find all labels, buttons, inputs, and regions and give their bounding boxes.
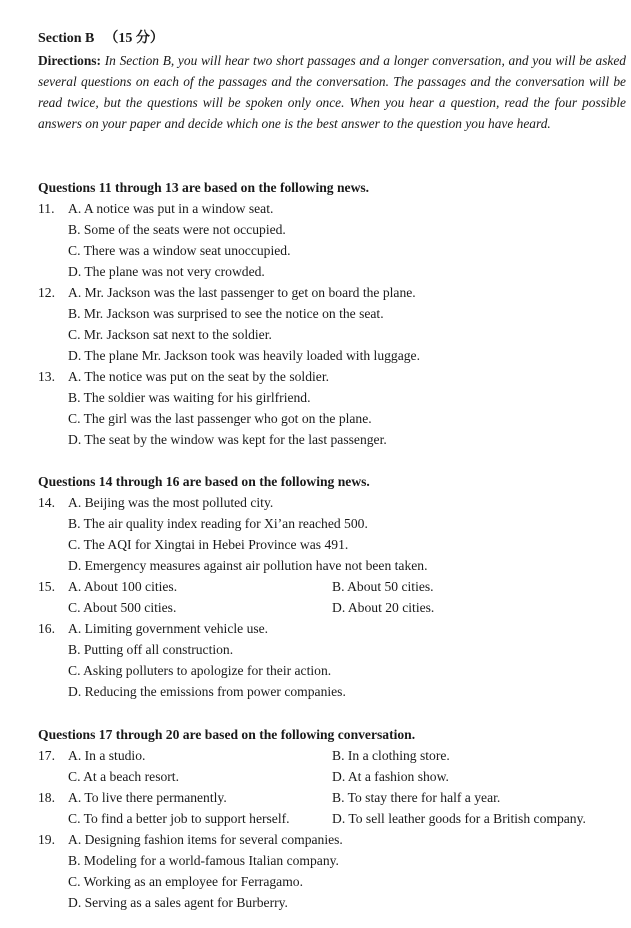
group-heading: Questions 11 through 13 are based on the following news.	[38, 180, 370, 195]
section-name: Section B	[38, 31, 95, 46]
option-d: D. The plane Mr. Jackson took was heavily loaded with luggage.	[68, 348, 420, 363]
option-b: B. The soldier was waiting for his girlfriend.	[68, 390, 311, 405]
option-b: B. Putting off all construction.	[68, 642, 234, 657]
option-d: D. To sell leather goods for a British company.	[332, 811, 586, 826]
option-c: C. At a beach resort.	[68, 769, 179, 784]
directions-text: In Section B, you will hear two short passages and a longer conversation, and you will be asked several questions on each of the passages and the conversation. The passages and the conversation will be read twice, but the questions will be spoken only once. When you hear a question, read the four possible answers on your paper and decide which one is the best answer to the question you have heard.	[38, 53, 626, 131]
option-c: C. Asking polluters to apologize for their action.	[68, 663, 332, 678]
option-c: C. There was a window seat unoccupied.	[68, 243, 291, 258]
section-title	[38, 29, 164, 49]
option-b: B. About 50 cities.	[332, 579, 434, 594]
option-d: D. About 20 cities.	[332, 600, 435, 615]
option-a: A. A notice was put in a window seat.	[68, 201, 274, 216]
option-d: D. The plane was not very crowded.	[68, 264, 265, 279]
option-d: D. Reducing the emissions from power companies.	[68, 684, 346, 699]
question-number: 12.	[38, 285, 55, 300]
question-number: 18.	[38, 790, 55, 805]
option-c: C. To find a better job to support herself.	[68, 811, 290, 826]
directions-label: Directions:	[38, 53, 101, 68]
option-a: A. Designing fashion items for several companies.	[68, 832, 343, 847]
question-number: 13.	[38, 369, 55, 384]
group-heading: Questions 17 through 20 are based on the following conversation.	[38, 727, 416, 742]
option-d: D. The seat by the window was kept for the last passenger.	[68, 432, 387, 447]
question-number: 15.	[38, 579, 55, 594]
option-b: B. In a clothing store.	[332, 748, 450, 763]
question-number: 11.	[38, 201, 55, 216]
option-a: A. Mr. Jackson was the last passenger to get on board the plane.	[68, 285, 416, 300]
option-b: B. Modeling for a world-famous Italian company.	[68, 853, 339, 868]
option-a: A. Beijing was the most polluted city.	[68, 495, 274, 510]
option-b: B. Mr. Jackson was surprised to see the notice on the seat.	[68, 306, 384, 321]
option-a: A. About 100 cities.	[68, 579, 178, 594]
question-number: 17.	[38, 748, 55, 763]
option-c: C. The AQI for Xingtai in Hebei Province was 491.	[68, 537, 349, 552]
option-b: B. Some of the seats were not occupied.	[68, 222, 286, 237]
option-c: C. Mr. Jackson sat next to the soldier.	[68, 327, 272, 342]
question-number: 14.	[38, 495, 55, 510]
option-a: A. Limiting government vehicle use.	[68, 621, 269, 636]
option-c: C. About 500 cities.	[68, 600, 177, 615]
option-d: D. At a fashion show.	[332, 769, 449, 784]
directions-paragraph	[38, 50, 626, 134]
option-c: C. Working as an employee for Ferragamo.	[68, 874, 303, 889]
option-a: A. To live there permanently.	[68, 790, 227, 805]
option-c: C. The girl was the last passenger who got on the plane.	[68, 411, 372, 426]
option-a: A. The notice was put on the seat by the soldier.	[68, 369, 329, 384]
option-a: A. In a studio.	[68, 748, 146, 763]
question-number: 16.	[38, 621, 55, 636]
group-heading: Questions 14 through 16 are based on the following news.	[38, 474, 370, 489]
question-number: 19.	[38, 832, 55, 847]
option-b: B. To stay there for half a year.	[332, 790, 501, 805]
option-d: D. Serving as a sales agent for Burberry.	[68, 895, 288, 910]
option-b: B. The air quality index reading for Xi’an reached 500.	[68, 516, 368, 531]
section-points: （15 分）	[104, 31, 164, 46]
option-d: D. Emergency measures against air pollution have not been taken.	[68, 558, 428, 573]
